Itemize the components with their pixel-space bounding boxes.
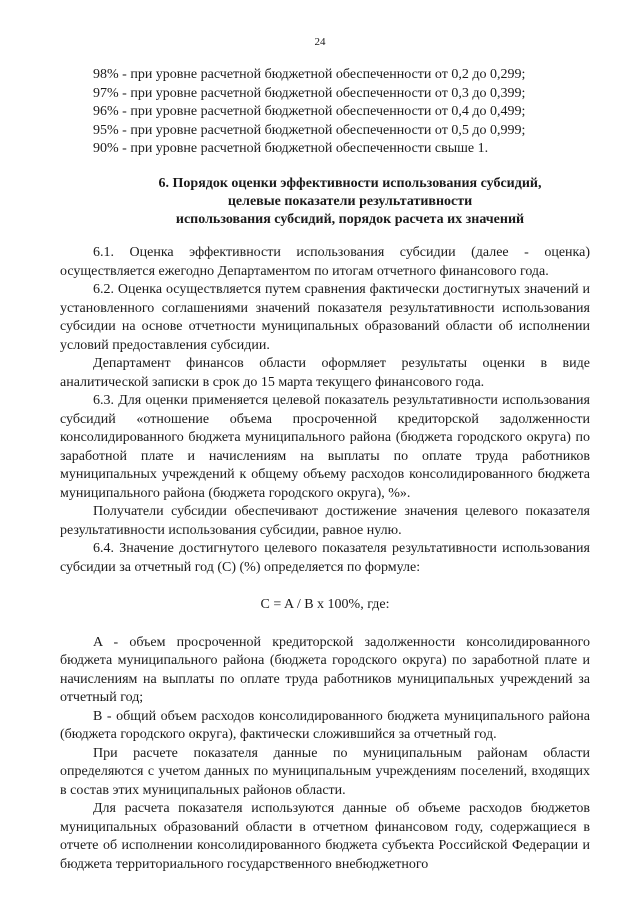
paragraph-report: Департамент финансов области оформляет результаты оценки в виде аналитической записки в срок до 15 марта текущего финансового года. bbox=[60, 356, 590, 390]
rate-item: 97% - при уровне расчетной бюджетной обеспеченности от 0,3 до 0,399; bbox=[93, 85, 526, 101]
paragraph-6-2: 6.2. Оценка осуществляется путем сравнения фактически достигнутых значений и установленного соглашениями значений показателя результативности использования субсидии на основе отчетности муниципальных образований области об исполнении условий предоставления субсидии. bbox=[60, 282, 590, 353]
section-title bbox=[60, 175, 640, 229]
definition-b: B - общий объем расходов консолидированного бюджета муниципального района (бюджета городского округа), фактически сложившийся за отчетный год. bbox=[60, 708, 590, 742]
paragraph-calculation: При расчете показателя данные по муниципальным районам области определяются с учетом данных по муниципальным учреждениям поселений, входящих в состав этих муниципальных районов области. bbox=[60, 745, 590, 798]
rate-item: 96% - при уровне расчетной бюджетной обеспеченности от 0,4 до 0,499; bbox=[93, 104, 526, 119]
paragraph-data-source: Для расчета показателя используются данные об объеме расходов бюджетов муниципальных образований области в отчетном финансовом году, содержащиеся в отчете об исполнении консолидированного бюджета субъекта Российской Федерации и бюджета территориального государственного внебюджетного bbox=[60, 801, 590, 872]
rate-item: 95% - при уровне расчетной бюджетной обеспеченности от 0,5 до 0,999; bbox=[93, 122, 526, 138]
rate-item: 98% - при уровне расчетной бюджетной обеспеченности от 0,2 до 0,299; bbox=[93, 67, 526, 82]
section-title-line: целевые показатели результативности bbox=[227, 194, 473, 209]
rate-item: 90% - при уровне расчетной бюджетной обеспеченности свыше 1. bbox=[93, 141, 489, 156]
paragraph-6-1: 6.1. Оценка эффективности использования субсидии (далее - оценка) осуществляется ежегодно Департаментом по итогам отчетного финансового года. bbox=[60, 245, 590, 279]
paragraph-recipients: Получатели субсидии обеспечивают достижение значения целевого показателя результативности использования субсидии, равное нулю. bbox=[60, 504, 590, 538]
definition-a: A - объем просроченной кредиторской задолженности консолидированного бюджета муниципального района (бюджета городского округа) по заработной плате и начислениям на выплаты по оплате труда работников муниципальных учреждений за отчетный год; bbox=[60, 634, 590, 705]
rate-list bbox=[93, 66, 593, 159]
formula: C = A / B x 100%, где: bbox=[260, 597, 390, 612]
paragraph-6-3: 6.3. Для оценки применяется целевой показатель результативности использования субсидий «отношение объема просроченной кредиторской задолженности консолидированного бюджета муниципального района (бюджета городского округа) по заработной плате и начислениям на выплаты по оплате труда работников муниципальных учреждений к общему объему расходов консолидированного бюджета муниципального района (бюджета городского округа), %». bbox=[60, 393, 590, 501]
page-number: 24 bbox=[314, 36, 326, 48]
paragraph-6-4: 6.4. Значение достигнутого целевого показателя результативности использования субсидии за отчетный год (С) (%) определяется по формуле: bbox=[60, 541, 590, 575]
section-title-line: использования субсидий, порядок расчета их значений bbox=[175, 212, 525, 227]
section-title-line: 6. Порядок оценки эффективности использования субсидий, bbox=[158, 176, 542, 191]
body-text bbox=[60, 244, 590, 874]
